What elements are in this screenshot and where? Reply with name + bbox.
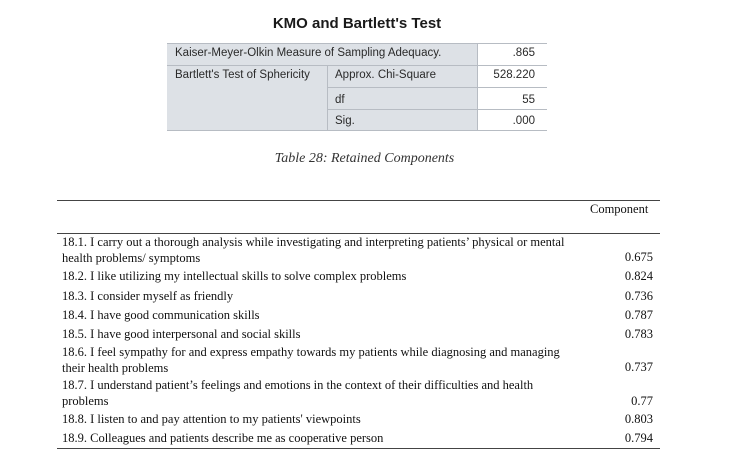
row-label: 18.9. Colleagues and patients describe me as cooperative person: [62, 431, 384, 445]
row-label: 18.3. I consider myself as friendly: [62, 289, 234, 303]
bartlett-label: Bartlett's Test of Sphericity: [167, 65, 327, 131]
row-value: 0.787: [624, 308, 653, 322]
row-label: 18.5. I have good interpersonal and social skills: [62, 327, 301, 341]
table-row: [57, 325, 660, 344]
table-row: [57, 377, 660, 409]
row-value: 0.675: [624, 250, 653, 264]
table-row: [57, 410, 660, 429]
row-value: 0.824: [624, 269, 653, 283]
grid-line: [167, 130, 547, 131]
table-row: [57, 234, 660, 266]
row-label: 18.1. I carry out a thorough analysis while investigating and interpreting patients’ physical or mental health problems/ symptoms: [62, 235, 565, 265]
row-value: 0.77: [631, 394, 653, 408]
row-value: 0.736: [624, 289, 653, 303]
chi-square-value: 528.220: [477, 65, 547, 87]
row-label: 18.2. I like utilizing my intellectual skills to solve complex problems: [62, 269, 407, 283]
grid-line: [167, 43, 547, 44]
table-bottom-rule: [57, 448, 660, 449]
row-value: 0.803: [624, 412, 653, 426]
kmo-table-title: KMO and Bartlett's Test: [272, 15, 442, 32]
sig-label: Sig.: [327, 109, 477, 131]
grid-line: [327, 87, 547, 88]
table-row: [57, 429, 660, 448]
kmo-label: Kaiser-Meyer-Olkin Measure of Sampling Adequacy.: [167, 43, 477, 65]
grid-line: [327, 65, 328, 131]
kmo-value: .865: [477, 43, 547, 65]
component-header: Component: [590, 202, 649, 216]
table-row: [57, 287, 660, 306]
chi-square-label: Approx. Chi-Square: [327, 65, 477, 87]
df-value: 55: [477, 87, 547, 109]
df-label: df: [327, 87, 477, 109]
kmo-table: [167, 43, 547, 131]
row-value: 0.737: [624, 360, 653, 374]
grid-line: [327, 109, 547, 110]
table-row: [57, 306, 660, 325]
row-label: 18.6. I feel sympathy for and express empathy towards my patients while diagnosing and managing their health problems: [62, 345, 560, 375]
grid-line: [167, 65, 547, 66]
row-label: 18.7. I understand patient’s feelings and emotions in the context of their difficulties and health problems: [62, 378, 534, 408]
sig-value: .000: [477, 109, 547, 131]
row-value: 0.783: [624, 327, 653, 341]
table-row: [57, 344, 660, 376]
row-label: 18.4. I have good communication skills: [62, 308, 260, 322]
table-caption: Table 28: Retained Components: [274, 151, 455, 166]
row-value: 0.794: [624, 431, 653, 445]
row-label: 18.8. I listen to and pay attention to my patients' viewpoints: [62, 412, 361, 426]
grid-line: [477, 43, 478, 131]
table-row: [57, 267, 660, 286]
table-top-rule: [57, 200, 660, 201]
